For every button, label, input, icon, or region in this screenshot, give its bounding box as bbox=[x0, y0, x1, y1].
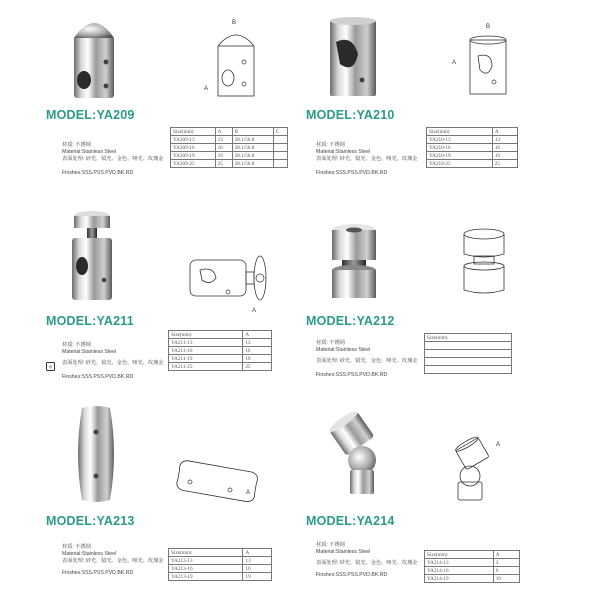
table-row bbox=[171, 160, 288, 168]
header-cell: Size(mm) bbox=[425, 551, 494, 559]
header-cell: Size(mm) bbox=[169, 331, 243, 339]
table-cell: 13 bbox=[243, 339, 272, 347]
table-cell: 19 bbox=[492, 152, 517, 160]
drawing-ya214 bbox=[440, 432, 510, 512]
table-cell: YA211-13 bbox=[169, 339, 243, 347]
dim-label-a: A bbox=[496, 442, 501, 448]
finishes: Finshes:SSS.PSS.PVD.BK.RD bbox=[316, 371, 388, 378]
spec-table-ya209 bbox=[170, 127, 288, 168]
model-title: MODEL:YA214 bbox=[306, 514, 395, 528]
dim-label-a: A bbox=[452, 60, 457, 66]
table-row bbox=[169, 573, 272, 581]
certification-logo-icon: ◎ bbox=[46, 362, 55, 371]
drawing-ya209 bbox=[200, 16, 280, 106]
model-title: MODEL:YA211 bbox=[46, 314, 134, 328]
material-cn: 材质: 不锈钢 bbox=[316, 142, 345, 148]
finish-cn: 表面处理: 砂光、镜光、金色、哑光、玫瑰金 bbox=[316, 560, 418, 567]
table-cell: YA209-25 bbox=[171, 160, 216, 168]
table-row bbox=[425, 366, 512, 374]
spec-table-ya212 bbox=[424, 333, 512, 374]
header-cell: A bbox=[492, 128, 517, 136]
table-cell: YA213-19 bbox=[169, 573, 243, 581]
table-cell: 38.1/50.8 bbox=[232, 152, 273, 160]
material-en: Material:Stainless Steel bbox=[62, 551, 117, 558]
table-header-row bbox=[169, 331, 272, 339]
model-title: MODEL:YA210 bbox=[306, 108, 395, 122]
table-row bbox=[169, 339, 272, 347]
table-cell: 38.1/50.8 bbox=[232, 136, 273, 144]
table-cell: 16 bbox=[492, 144, 517, 152]
table-cell bbox=[273, 136, 287, 144]
info-block bbox=[62, 142, 163, 177]
material-en: Material:Stainless Steel bbox=[62, 149, 117, 156]
table-cell: 3 bbox=[493, 559, 519, 567]
table-cell bbox=[425, 366, 512, 374]
material-cn: 材质: 不锈钢 bbox=[62, 544, 91, 550]
spec-table-ya210 bbox=[426, 127, 518, 168]
dim-label-b: B bbox=[232, 20, 237, 26]
header-cell: Size(mm) bbox=[169, 549, 243, 557]
finish-cn: 表面处理: 砂光、镜光、金色、哑光、玫瑰金 bbox=[62, 156, 164, 163]
table-cell: YA210-13 bbox=[427, 136, 493, 144]
drawing-ya212 bbox=[450, 220, 520, 310]
table-cell: 16 bbox=[215, 144, 232, 152]
table-cell: YA213-16 bbox=[169, 565, 243, 573]
product-photo-ya211 bbox=[60, 206, 130, 306]
table-cell: 19 bbox=[243, 573, 272, 581]
material-en: Material:Stainless Steel bbox=[316, 347, 371, 354]
table-cell: 25 bbox=[243, 363, 272, 371]
table-row bbox=[425, 358, 512, 366]
table-cell: YA209-13 bbox=[171, 136, 216, 144]
table-cell: 16 bbox=[243, 347, 272, 355]
table-cell: 25 bbox=[215, 160, 232, 168]
spec-table-ya213 bbox=[168, 548, 272, 581]
table-row bbox=[171, 152, 288, 160]
table-cell: YA211-25 bbox=[169, 363, 243, 371]
table-row bbox=[169, 355, 272, 363]
table-row bbox=[425, 575, 520, 583]
product-photo-ya212 bbox=[318, 214, 388, 304]
drawing-ya213 bbox=[166, 452, 276, 512]
table-cell bbox=[425, 358, 512, 366]
header-cell: C bbox=[273, 128, 287, 136]
table-row bbox=[425, 567, 520, 575]
finish-cn: 表面处理: 砂光、镜光、金色、哑光、玫瑰金 bbox=[62, 558, 164, 565]
table-row bbox=[427, 144, 518, 152]
table-cell: YA213-13 bbox=[169, 557, 243, 565]
drawing-ya210 bbox=[440, 16, 530, 106]
header-cell: Size(mm) bbox=[425, 334, 512, 342]
material-en: Material:Stainless Steel bbox=[316, 149, 371, 156]
finishes: Finshes:SSS.PSS.PVD.BK.RD bbox=[316, 571, 388, 578]
finish-cn: 表面处理: 砂光、镜光、金色、哑光、玫瑰金 bbox=[316, 156, 418, 163]
table-cell: YA214-16 bbox=[425, 567, 494, 575]
table-row bbox=[427, 136, 518, 144]
table-cell: 38.1/50.8 bbox=[232, 144, 273, 152]
header-cell: A bbox=[243, 331, 272, 339]
table-row bbox=[169, 347, 272, 355]
table-header-row bbox=[427, 128, 518, 136]
finishes: Finshes:SSS.PSS.PVD.BK.RD bbox=[62, 169, 134, 176]
table-row bbox=[169, 557, 272, 565]
table-cell bbox=[273, 144, 287, 152]
table-header-row bbox=[425, 334, 512, 342]
table-cell bbox=[425, 350, 512, 358]
table-cell: YA211-16 bbox=[169, 347, 243, 355]
product-photo-ya209 bbox=[60, 14, 130, 104]
finishes: Finshes:SSS.PSS.PVD.BK.RD bbox=[62, 569, 134, 576]
table-cell: 19 bbox=[493, 575, 519, 583]
dim-label-a: A bbox=[204, 86, 209, 92]
table-cell: YA209-16 bbox=[171, 144, 216, 152]
table-cell: YA214-19 bbox=[425, 575, 494, 583]
finish-cn: 表面处理: 砂光、镜光、金色、哑光、玫瑰金 bbox=[62, 360, 164, 367]
info-block bbox=[316, 542, 417, 579]
info-block bbox=[316, 142, 417, 177]
dim-label-a: A bbox=[252, 308, 257, 314]
product-photo-ya210 bbox=[318, 14, 388, 104]
model-title: MODEL:YA209 bbox=[46, 108, 135, 122]
table-cell: 19 bbox=[243, 355, 272, 363]
info-block bbox=[62, 342, 163, 381]
table-cell: 13 bbox=[492, 136, 517, 144]
table-header-row bbox=[425, 551, 520, 559]
table-cell: 6 bbox=[493, 567, 519, 575]
table-cell: YA210-16 bbox=[427, 144, 493, 152]
table-row bbox=[169, 363, 272, 371]
table-cell: YA209-19 bbox=[171, 152, 216, 160]
material-cn: 材质: 不锈钢 bbox=[316, 542, 345, 548]
spec-table-ya211 bbox=[168, 330, 272, 371]
table-cell: YA210-19 bbox=[427, 152, 493, 160]
table-cell: YA211-19 bbox=[169, 355, 243, 363]
product-photo-ya214 bbox=[322, 410, 402, 500]
header-cell: A bbox=[215, 128, 232, 136]
table-cell: 25 bbox=[492, 160, 517, 168]
dim-label-b: B bbox=[486, 24, 491, 30]
info-block bbox=[316, 340, 417, 379]
header-cell: A bbox=[243, 549, 272, 557]
table-cell: 13 bbox=[243, 557, 272, 565]
material-cn: 材质: 不锈钢 bbox=[62, 142, 91, 148]
table-row bbox=[169, 565, 272, 573]
header-cell: Size(mm) bbox=[427, 128, 493, 136]
table-cell: 38.1/50.8 bbox=[232, 160, 273, 168]
finishes: Finshes:SSS.PSS.PVD.BK.RD bbox=[62, 373, 134, 380]
table-row bbox=[171, 144, 288, 152]
table-header-row bbox=[171, 128, 288, 136]
header-cell: Size(mm) bbox=[171, 128, 216, 136]
model-title: MODEL:YA212 bbox=[306, 314, 395, 328]
table-cell bbox=[425, 342, 512, 350]
table-header-row bbox=[169, 549, 272, 557]
info-block bbox=[62, 544, 163, 577]
finish-cn: 表面处理: 砂光、镜光、金色、哑光、玫瑰金 bbox=[316, 358, 418, 365]
table-cell bbox=[273, 152, 287, 160]
material-cn: 材质: 不锈钢 bbox=[316, 340, 345, 346]
dim-label-a: A bbox=[246, 490, 251, 496]
table-cell bbox=[273, 160, 287, 168]
table-row bbox=[427, 160, 518, 168]
header-cell: B bbox=[232, 128, 273, 136]
material-en: Material:Stainless Steel bbox=[316, 549, 371, 556]
material-en: Material:Stainless Steel bbox=[62, 349, 117, 356]
finishes: Finshes:SSS.PSS.PVD.BK.RD bbox=[316, 169, 388, 176]
model-title: MODEL:YA213 bbox=[46, 514, 135, 528]
table-row bbox=[425, 350, 512, 358]
table-cell: 13 bbox=[215, 136, 232, 144]
table-cell: YA210-25 bbox=[427, 160, 493, 168]
table-row bbox=[427, 152, 518, 160]
table-cell: 19 bbox=[215, 152, 232, 160]
spec-table-ya214 bbox=[424, 550, 520, 583]
table-cell: 16 bbox=[243, 565, 272, 573]
table-row bbox=[171, 136, 288, 144]
table-cell: YA214-13 bbox=[425, 559, 494, 567]
product-photo-ya213 bbox=[66, 404, 126, 504]
material-cn: 材质: 不锈钢 bbox=[62, 342, 91, 348]
table-row bbox=[425, 342, 512, 350]
drawing-ya211 bbox=[180, 246, 290, 316]
table-row bbox=[425, 559, 520, 567]
header-cell: A bbox=[493, 551, 519, 559]
